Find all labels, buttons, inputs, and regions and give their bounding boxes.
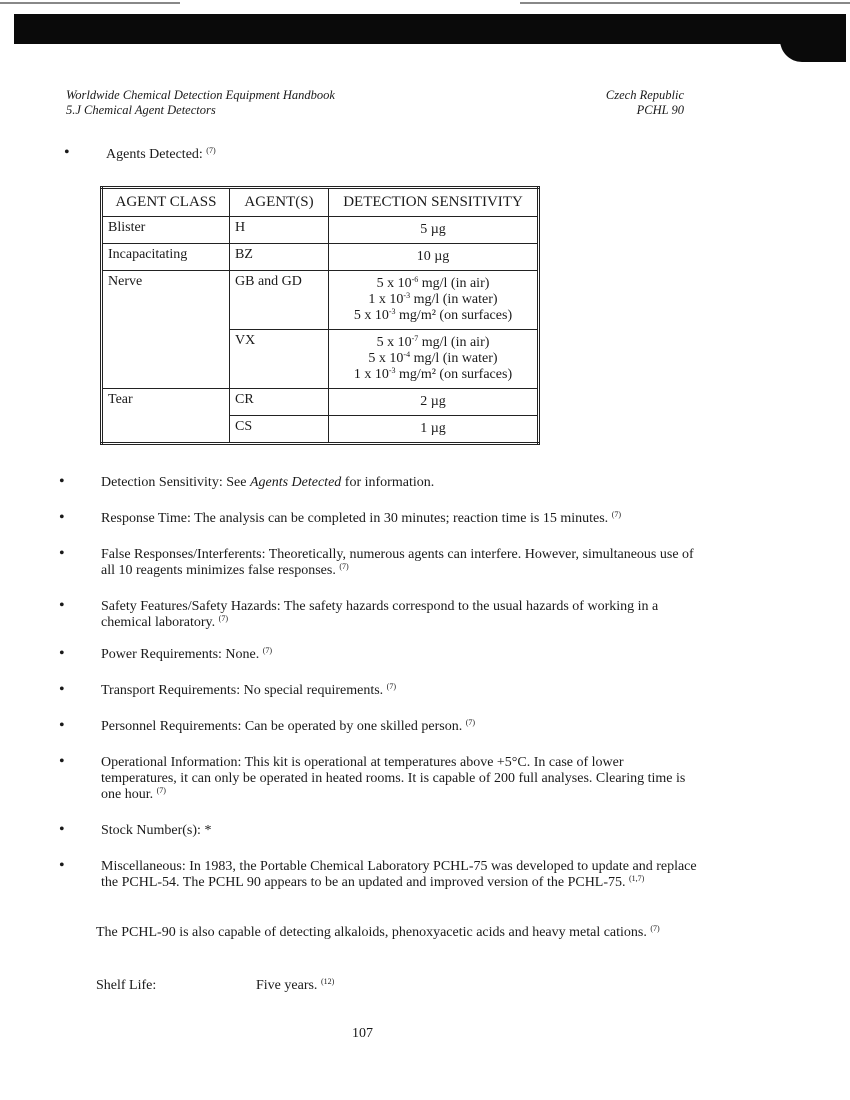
heading-label: Agents Detected: (106, 147, 203, 162)
handbook-title: Worldwide Chemical Detection Equipment Handbook (66, 88, 335, 102)
bullet-icon: • (59, 473, 65, 490)
running-header-right (606, 88, 684, 118)
value-text: 2 µg (420, 394, 446, 409)
agent-cell: BZ (230, 244, 329, 271)
col-header-agents: AGENT(S) (230, 188, 329, 217)
spec-item (101, 823, 701, 839)
value-text: 5 x 10 (353, 308, 389, 323)
spec-text-italic: Agents Detected (249, 475, 342, 490)
exponent: -3 (388, 307, 396, 316)
footnote-ref: (7) (262, 646, 273, 655)
spec-item (101, 511, 701, 527)
page-number: 107 (352, 1026, 373, 1041)
value-text: 10 µg (416, 249, 450, 264)
footnote-ref: (7) (650, 924, 660, 933)
col-header-sensitivity: DETECTION SENSITIVITY (329, 188, 539, 217)
sensitivity-line (333, 421, 533, 437)
unit-text: mg/m² (on surfaces) (395, 367, 513, 382)
running-header-left (66, 88, 335, 118)
shelf-life-value (256, 978, 334, 994)
spec-text: No special requirements. (243, 683, 384, 698)
value-text: 1 x 10 (368, 292, 404, 307)
sensitivity-line (333, 351, 533, 367)
agent-class-cell: Blister (102, 217, 230, 244)
spec-item (101, 547, 701, 579)
device-name: PCHL 90 (636, 103, 684, 117)
col-header-agent-class: AGENT CLASS (102, 188, 230, 217)
value-text: Five years. (256, 978, 318, 993)
value-text: 1 x 10 (353, 367, 389, 382)
spec-label: Power Requirements: (101, 647, 222, 662)
unit-text: mg/l (in water) (410, 292, 498, 307)
bullet-icon: • (64, 144, 70, 161)
scan-black-band (14, 14, 846, 44)
sensitivity-cell (329, 244, 539, 271)
sensitivity-line (333, 249, 533, 265)
spec-label: Response Time: (101, 511, 191, 526)
spec-label: Transport Requirements: (101, 683, 241, 698)
sensitivity-line (333, 335, 533, 351)
shelf-life-label: Shelf Life: (96, 978, 157, 993)
agents-table (100, 186, 540, 445)
bullet-icon: • (59, 857, 65, 874)
unit-text: mg/m² (on surfaces) (395, 308, 513, 323)
scan-black-band (780, 40, 846, 62)
footnote-ref: (7) (465, 718, 476, 727)
spec-item (101, 859, 701, 891)
spec-item (101, 719, 701, 735)
value-text: 5 x 10 (376, 276, 412, 291)
paragraph-text: The PCHL-90 is also capable of detecting alkaloids, phenoxyacetic acids and heavy metal cations. (96, 925, 647, 940)
scan-artifact (520, 2, 850, 4)
spec-text: Theoretically, numerous agents can interfere. However, simultaneous use of all 10 reagents minimizes false responses. (101, 547, 694, 578)
agent-cell: CR (230, 389, 329, 416)
agent-cell: GB and GD (230, 271, 329, 330)
section-title: 5.J Chemical Agent Detectors (66, 103, 216, 117)
bullet-icon: • (59, 645, 65, 662)
agent-cell: CS (230, 416, 329, 444)
sensitivity-line (333, 276, 533, 292)
extra-paragraph (96, 925, 716, 941)
footnote-ref: (7) (339, 562, 349, 571)
sensitivity-cell (329, 271, 539, 330)
shelf-life (96, 978, 716, 994)
footnote-ref: (1,7) (629, 874, 645, 883)
table-row (102, 389, 539, 416)
bullet-icon: • (59, 509, 65, 526)
spec-label: Stock Number(s): (101, 823, 201, 838)
unit-text: mg/l (in water) (410, 351, 498, 366)
footnote-ref: (7) (156, 786, 166, 795)
spec-label: False Responses/Interferents: (101, 547, 266, 562)
country: Czech Republic (605, 88, 684, 102)
sensitivity-line (333, 308, 533, 324)
exponent: -4 (403, 350, 411, 359)
spec-text: None. (225, 647, 260, 662)
sensitivity-cell (329, 330, 539, 389)
agent-class-cell: Tear (102, 389, 230, 444)
unit-text: mg/l (in air) (418, 335, 490, 350)
spec-label: Miscellaneous: (101, 859, 186, 874)
spec-text: * (204, 823, 212, 838)
agent-cell: VX (230, 330, 329, 389)
value-text: 5 x 10 (376, 335, 412, 350)
spec-text: The safety hazards correspond to the usual hazards of working in a chemical laboratory. (101, 599, 659, 630)
spec-item (101, 599, 701, 631)
bullet-icon: • (59, 821, 65, 838)
agents-detected-heading (106, 147, 216, 163)
spec-text: This kit is operational at temperatures above +5°C. In case of lower temperatures, it can only be operated in heated rooms. It is capable of 200 full analyses. Clearing time is one hour. (101, 755, 686, 802)
spec-label: Operational Information: (101, 755, 242, 770)
sensitivity-cell (329, 389, 539, 416)
footnote-ref: (7) (386, 682, 396, 691)
sensitivity-line (333, 394, 533, 410)
bullet-icon: • (59, 717, 65, 734)
spec-item (101, 647, 701, 663)
sensitivity-cell (329, 217, 539, 244)
bullet-icon: • (59, 545, 65, 562)
spec-text: In 1983, the Portable Chemical Laboratory PCHL-75 was developed to update and replace the PCHL-54. The PCHL 90 appears to be an updated and improved version of the PCHL-75. (101, 859, 697, 890)
scan-artifact (0, 2, 180, 4)
table-row (102, 217, 539, 244)
table-row (102, 271, 539, 330)
spec-text: Can be operated by one skilled person. (244, 719, 463, 734)
sensitivity-line (333, 222, 533, 238)
exponent: -3 (388, 366, 396, 375)
footnote-ref: (7) (611, 510, 622, 519)
spec-text: See (226, 475, 250, 490)
bullet-icon: • (59, 753, 65, 770)
spec-label: Detection Sensitivity: (101, 475, 223, 490)
sensitivity-line (333, 292, 533, 308)
value-text: 1 µg (420, 421, 446, 436)
agent-class-cell: Incapacitating (102, 244, 230, 271)
exponent: -6 (411, 275, 419, 284)
spec-label: Safety Features/Safety Hazards: (101, 599, 281, 614)
bullet-icon: • (59, 597, 65, 614)
footnote-ref: (7) (206, 146, 216, 155)
unit-text: mg/l (in air) (418, 276, 490, 291)
exponent: -3 (403, 291, 411, 300)
sensitivity-cell (329, 416, 539, 444)
bullet-icon: • (59, 681, 65, 698)
footnote-ref: (12) (320, 977, 335, 986)
spec-item (101, 475, 701, 491)
spec-item (101, 755, 701, 803)
value-text: 5 x 10 (368, 351, 404, 366)
spec-label: Personnel Requirements: (101, 719, 242, 734)
sensitivity-line (333, 367, 533, 383)
spec-text: The analysis can be completed in 30 minutes; reaction time is 15 minutes. (194, 511, 609, 526)
spec-text: for information. (341, 475, 435, 490)
footnote-ref: (7) (218, 614, 228, 623)
agent-class-cell: Nerve (102, 271, 230, 389)
value-text: 5 µg (420, 222, 446, 237)
spec-item (101, 683, 701, 699)
exponent: -7 (411, 334, 419, 343)
table-row (102, 244, 539, 271)
agent-cell: H (230, 217, 329, 244)
